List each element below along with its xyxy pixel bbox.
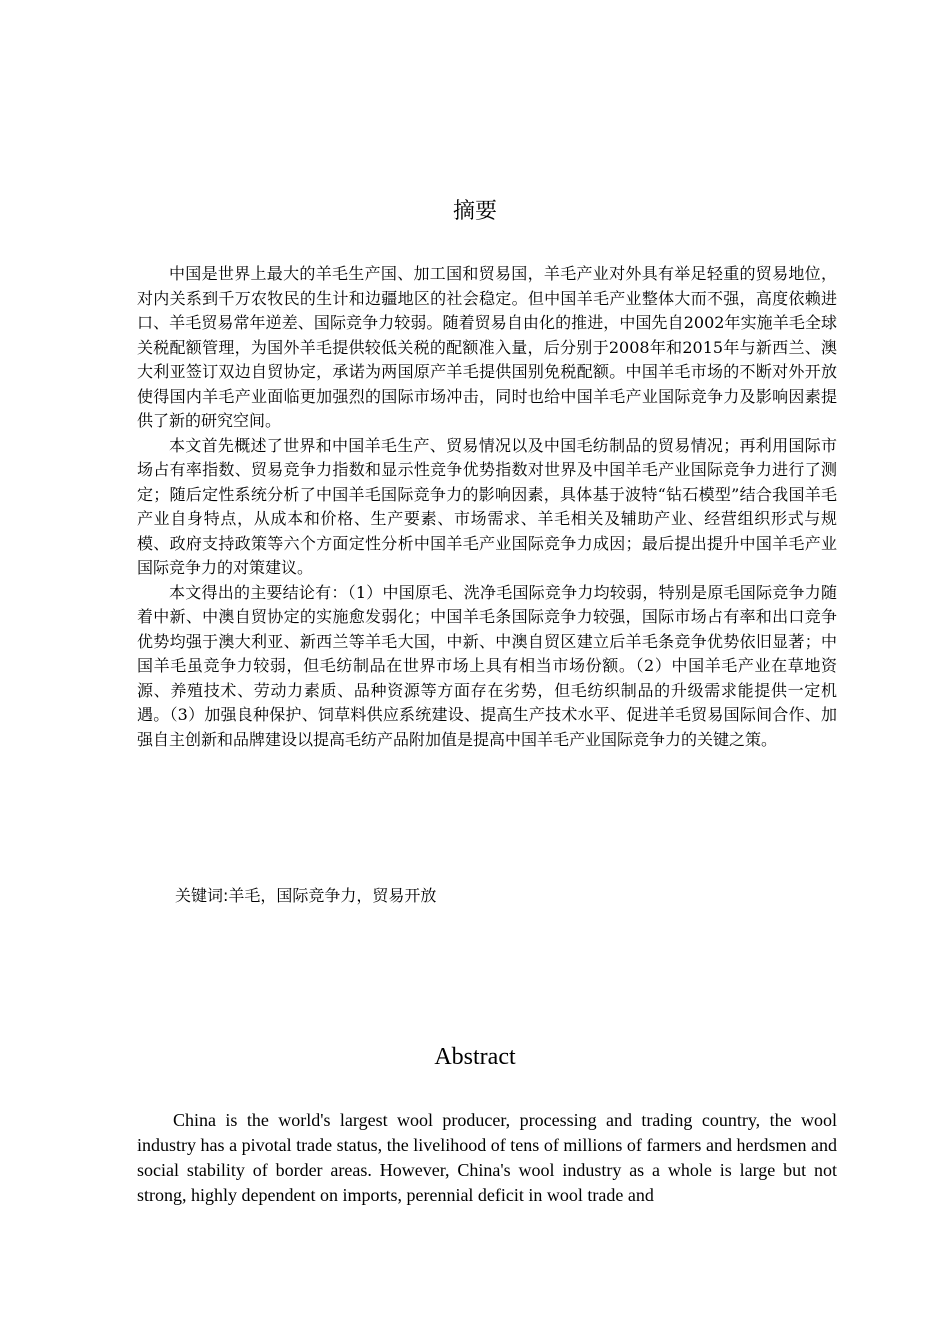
- keywords-label: 关键词: [175, 886, 224, 905]
- english-abstract-body: [137, 1108, 837, 1208]
- english-abstract-paragraph-1: China is the world's largest wool producer, processing and trading country, the wool industry has a pivotal trade status, the livelihood of tens of millions of farmers and herdsmen and social stability of border areas. However, China's wool industry as a whole is large but not strong, highly dependent on imports, perennial deficit in wool trade and: [137, 1110, 837, 1205]
- chinese-abstract-paragraph-3: 本文得出的主要结论有：（1）中国原毛、洗净毛国际竞争力均较弱，特别是原毛国际竞争力随着中新、中澳自贸协定的实施愈发弱化；中国羊毛条国际竞争力较强，国际市场占有率和出口竞争优势均强于澳大利亚、新西兰等羊毛大国，中新、中澳自贸区建立后羊毛条竞争优势依旧显著；中国羊毛虽竞争力较弱，但毛纺制品在世界市场上具有相当市场份额。（2）中国羊毛产业在草地资源、养殖技术、劳动力素质、品种资源等方面存在劣势，但毛纺织制品的升级需求能提供一定机遇。（3）加强良种保护、饲草料供应系统建设、提高生产技术水平、促进羊毛贸易国际间合作、加强自主创新和品牌建设以提高毛纺产品附加值是提高中国羊毛产业国际竞争力的关键之策。: [137, 582, 837, 749]
- chinese-abstract-body: [137, 262, 837, 752]
- chinese-abstract-paragraph-1: 中国是世界上最大的羊毛生产国、加工国和贸易国，羊毛产业对外具有举足轻重的贸易地位，对内关系到千万农牧民的生计和边疆地区的社会稳定。但中国羊毛产业整体大而不强，高度依赖进口、羊毛贸易常年逆差、国际竞争力较弱。随着贸易自由化的推进，中国先自2002年实施羊毛全球关税配额管理，为国外羊毛提供较低关税的配额准入量，后分别于2008年和2015年与新西兰、澳大利亚签订双边自贸协定，承诺为两国原产羊毛提供国别免税配额。中国羊毛市场的不断对外开放使得国内羊毛产业面临更加强烈的国际市场冲击，同时也给中国羊毛产业国际竞争力及影响因素提供了新的研究空间。: [137, 264, 837, 430]
- chinese-abstract-paragraph-2: 本文首先概述了世界和中国羊毛生产、贸易情况以及中国毛纺制品的贸易情况；再利用国际市场占有率指数、贸易竞争力指数和显示性竞争优势指数对世界及中国羊毛产业国际竞争力进行了测定；随后定性系统分析了中国羊毛国际竞争力的影响因素，具体基于波特“钻石模型”结合我国羊毛产业自身特点，从成本和价格、生产要素、市场需求、羊毛相关及辅助产业、经营组织形式与规模、政府支持政策等六个方面定性分析中国羊毛产业国际竞争力成因；最后提出提升中国羊毛产业国际竞争力的对策建议。: [137, 435, 837, 577]
- keywords-line: [175, 884, 837, 908]
- keywords-separator: :: [223, 886, 229, 905]
- english-abstract-title: Abstract: [434, 1044, 516, 1070]
- chinese-abstract-title: 摘要: [452, 199, 497, 224]
- keywords-text: 羊毛，国际竞争力，贸易开放: [228, 886, 437, 905]
